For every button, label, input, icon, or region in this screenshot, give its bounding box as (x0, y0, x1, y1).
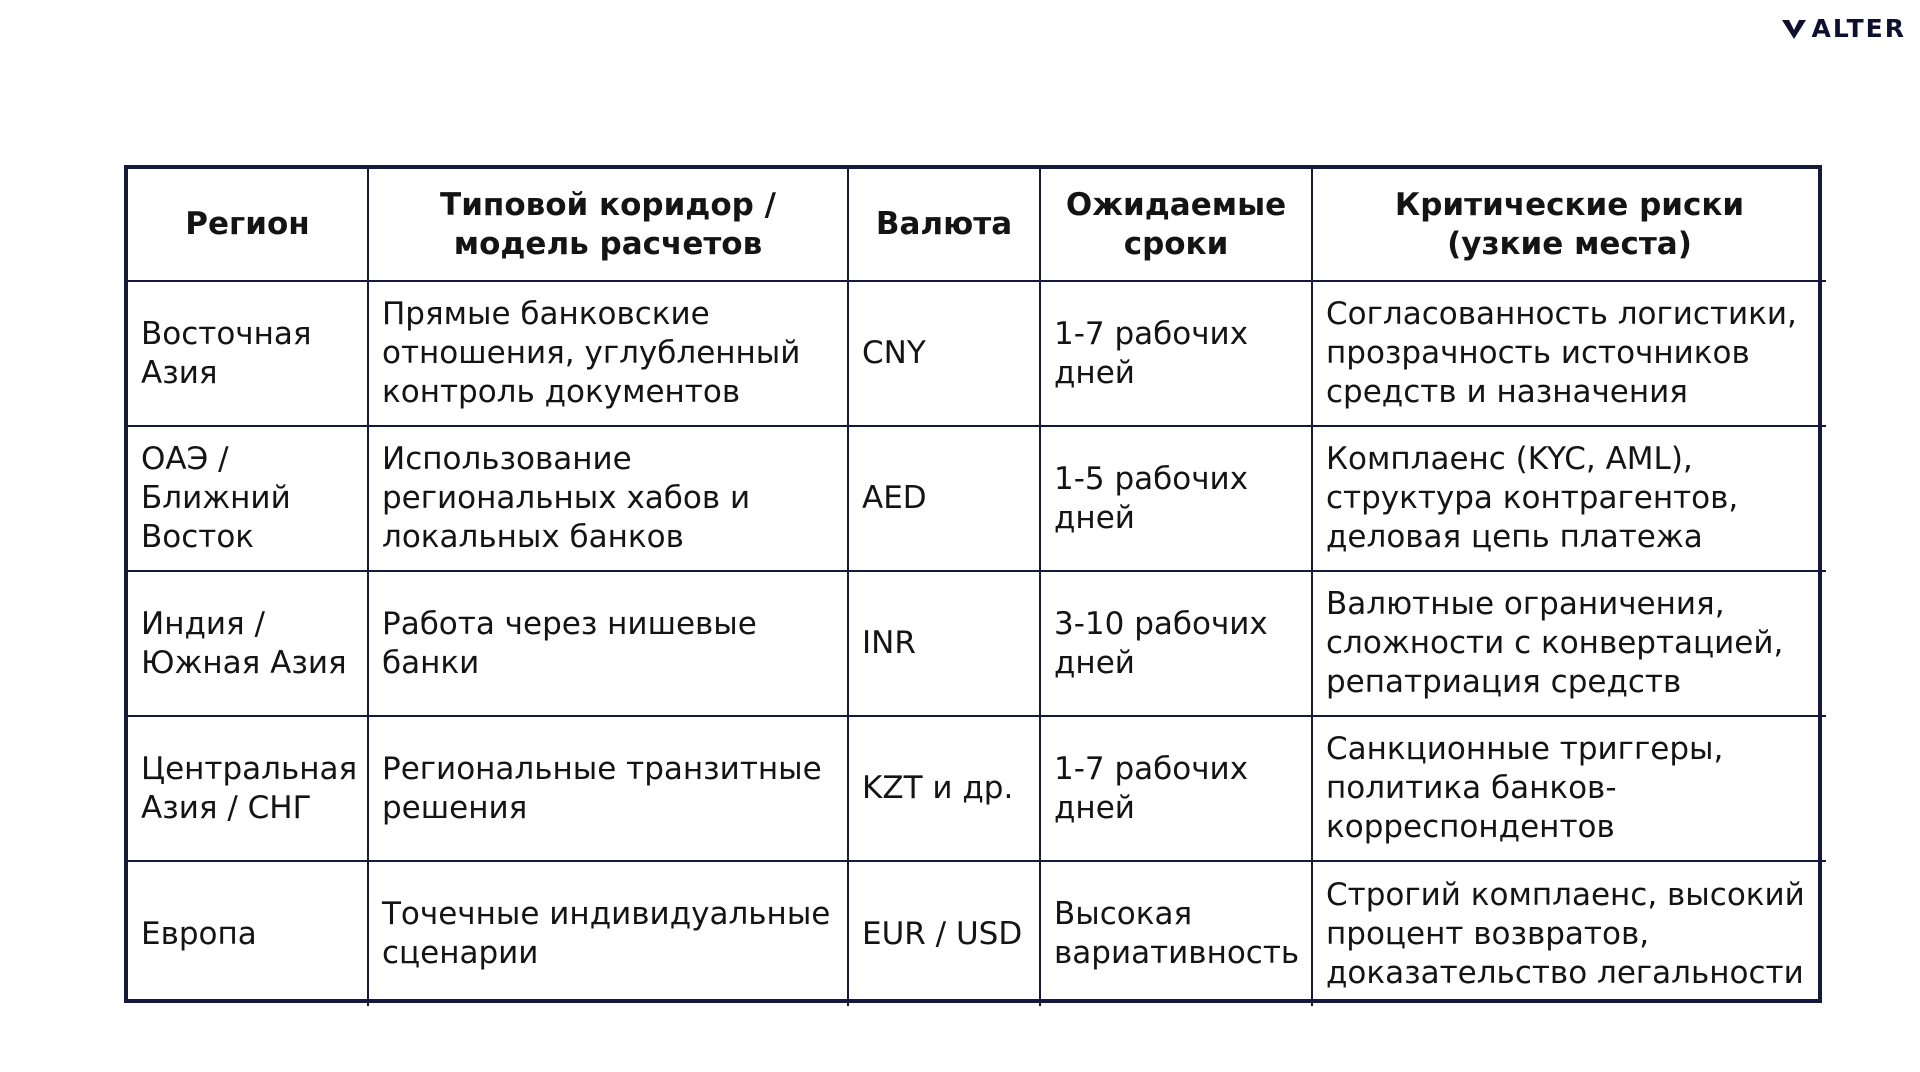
cell-corridor: Работа через нишевые банки (368, 571, 848, 716)
table-header-row (128, 169, 1826, 281)
header-corridor: Типовой коридор / модель расчетов (368, 169, 848, 281)
logo-text: ALTER (1811, 14, 1906, 43)
cell-currency: AED (848, 426, 1040, 571)
table-row (128, 426, 1826, 571)
table-row (128, 571, 1826, 716)
cell-currency: CNY (848, 281, 1040, 426)
cell-corridor: Точечные индивидуальные сценарии (368, 861, 848, 1006)
cell-terms: Высокая вариативность (1040, 861, 1312, 1006)
table-row (128, 716, 1826, 861)
cell-region: Восточная Азия (128, 281, 368, 426)
cell-risks: Санкционные триггеры, политика банков- корреспондентов (1312, 716, 1826, 861)
cell-risks: Валютные ограничения, сложности с конвертацией, репатриация средств (1312, 571, 1826, 716)
header-risks: Критические риски (узкие места) (1312, 169, 1826, 281)
cell-terms: 1-7 рабочих дней (1040, 281, 1312, 426)
cell-risks: Строгий комплаенс, высокий процент возвратов, доказательство легальности (1312, 861, 1826, 1006)
table-row (128, 861, 1826, 1006)
cell-corridor: Использование региональных хабов и локальных банков (368, 426, 848, 571)
cell-corridor: Региональные транзитные решения (368, 716, 848, 861)
cell-currency: EUR / USD (848, 861, 1040, 1006)
cell-risks: Комплаенс (KYC, AML), структура контрагентов, деловая цепь платежа (1312, 426, 1826, 571)
table-row (128, 281, 1826, 426)
brand-logo (1781, 14, 1906, 43)
regions-table (128, 169, 1826, 1006)
cell-currency: KZT и др. (848, 716, 1040, 861)
header-terms: Ожидаемые сроки (1040, 169, 1312, 281)
cell-currency: INR (848, 571, 1040, 716)
cell-region: ОАЭ / Ближний Восток (128, 426, 368, 571)
cell-terms: 3-10 рабочих дней (1040, 571, 1312, 716)
cell-corridor: Прямые банковские отношения, углубленный контроль документов (368, 281, 848, 426)
regions-table-frame (124, 165, 1822, 1003)
logo-v-mark-icon (1781, 18, 1807, 40)
cell-region: Центральная Азия / СНГ (128, 716, 368, 861)
cell-region: Европа (128, 861, 368, 1006)
cell-risks: Согласованность логистики, прозрачность источников средств и назначения (1312, 281, 1826, 426)
header-currency: Валюта (848, 169, 1040, 281)
cell-terms: 1-7 рабочих дней (1040, 716, 1312, 861)
cell-terms: 1-5 рабочих дней (1040, 426, 1312, 571)
header-region: Регион (128, 169, 368, 281)
cell-region: Индия / Южная Азия (128, 571, 368, 716)
